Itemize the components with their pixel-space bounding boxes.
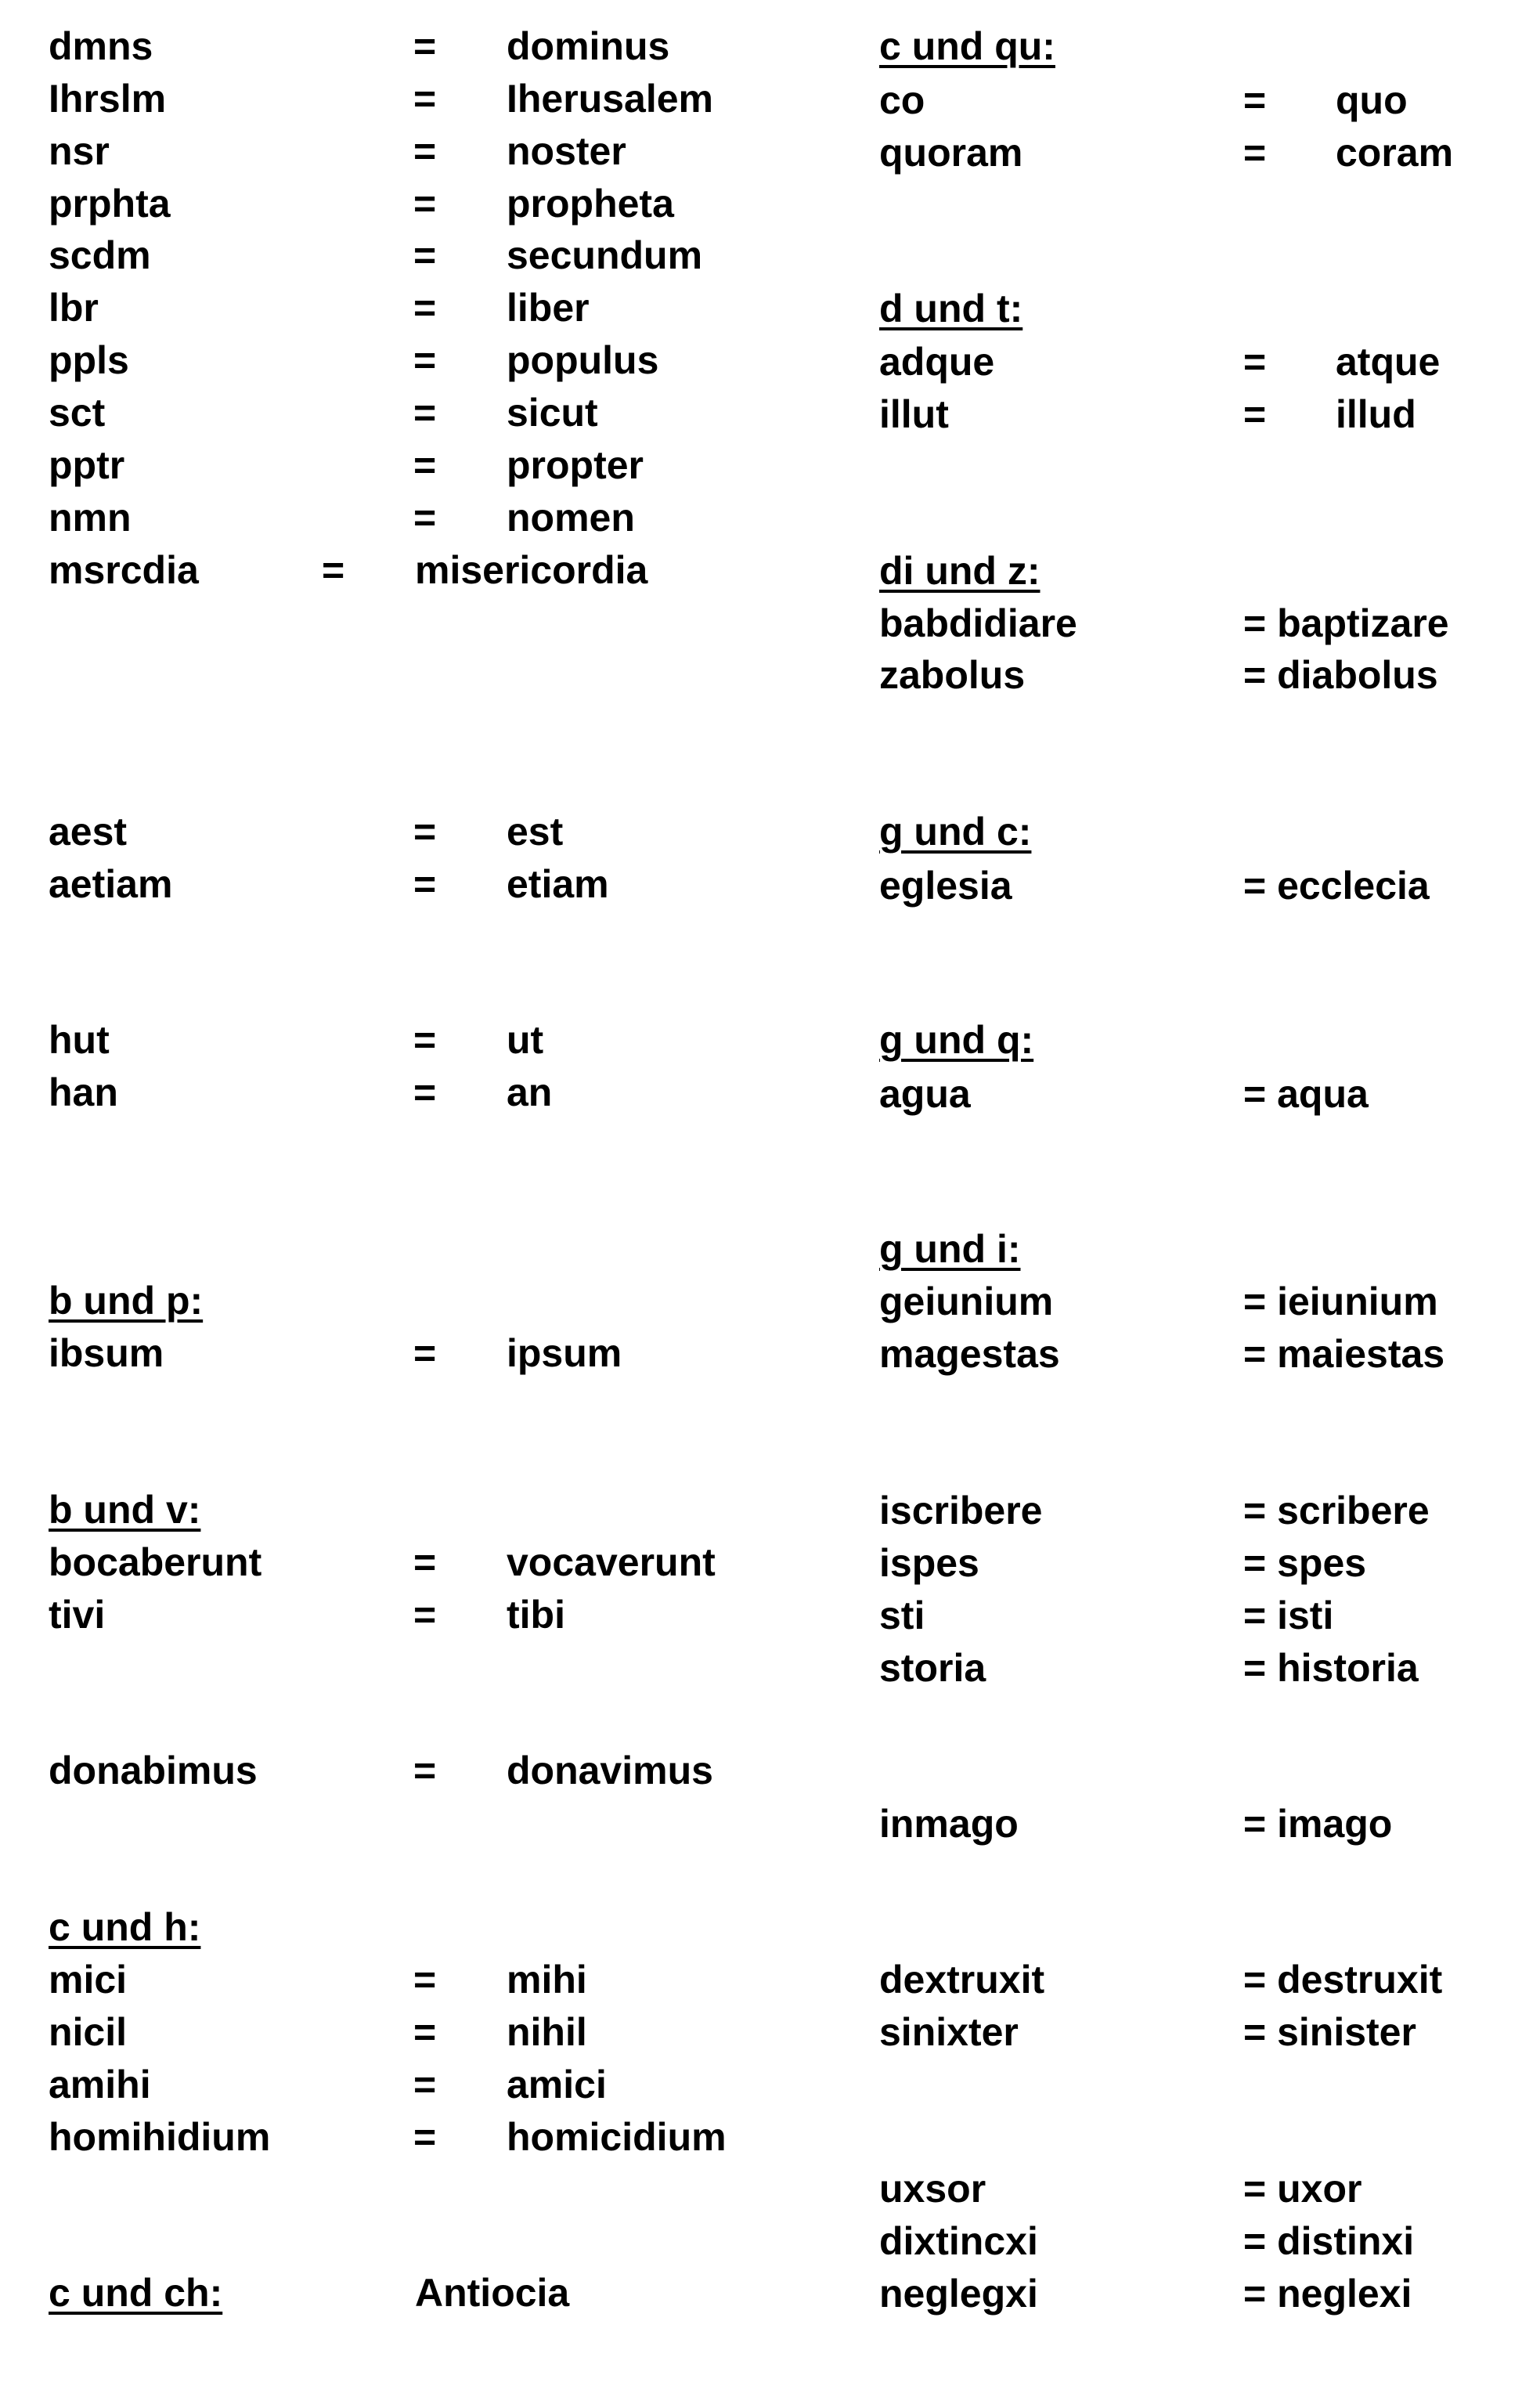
equals-sign: = [1243, 78, 1267, 122]
left-value: vocaverunt [507, 1540, 716, 1584]
equals-sign: = [413, 496, 437, 540]
right-value: = scribere [1243, 1489, 1430, 1532]
right-term: co [879, 78, 925, 122]
left-value: populus [507, 338, 659, 382]
left-term: nicil [49, 2010, 128, 2054]
equals-sign: = [413, 233, 437, 277]
equals-sign: = [413, 2115, 437, 2159]
left-value: sicut [507, 391, 598, 435]
equals-sign: = [413, 129, 437, 173]
equals-sign: = [413, 1331, 437, 1375]
left-term: nmn [49, 496, 132, 540]
right-term: dextruxit [879, 1958, 1045, 2002]
section-heading: d und t: [879, 287, 1023, 330]
right-term: sinixter [879, 2010, 1019, 2054]
left-value: liber [507, 286, 590, 330]
right-term: dixtincxi [879, 2219, 1038, 2263]
equals-sign: = [413, 1749, 437, 1792]
left-value: amici [507, 2063, 607, 2106]
right-term: illut [879, 392, 949, 436]
left-term: tivi [49, 1593, 106, 1637]
left-term: donabimus [49, 1749, 258, 1792]
right-value: quo [1336, 78, 1408, 122]
right-term: zabolus [879, 653, 1026, 697]
left-term: sct [49, 391, 106, 435]
right-term: eglesia [879, 864, 1012, 908]
equals-sign: = [413, 1593, 437, 1637]
left-term: hut [49, 1018, 110, 1062]
equals-sign: = [413, 2010, 437, 2054]
left-value: an [507, 1070, 553, 1114]
right-term: storia [879, 1646, 986, 1690]
equals-sign: = [413, 1958, 437, 2002]
left-term: dmns [49, 24, 153, 68]
equals-sign: = [413, 1018, 437, 1062]
right-value: = diabolus [1243, 653, 1438, 697]
left-value: tibi [507, 1593, 565, 1637]
section-heading: g und q: [879, 1018, 1034, 1062]
left-value: mihi [507, 1958, 587, 2002]
right-term: neglegxi [879, 2272, 1038, 2316]
right-term: geiunium [879, 1280, 1054, 1323]
right-value: illud [1336, 392, 1416, 436]
right-term: quoram [879, 131, 1023, 175]
left-value: ipsum [507, 1331, 622, 1375]
equals-sign: = [1243, 340, 1267, 384]
left-value: noster [507, 129, 626, 173]
right-value: = ieiunium [1243, 1280, 1438, 1323]
equals-sign: = [413, 286, 437, 330]
left-term: han [49, 1070, 118, 1114]
left-value: ut [507, 1018, 544, 1062]
right-term: magestas [879, 1332, 1060, 1376]
left-term: amihi [49, 2063, 151, 2106]
left-value: Iherusalem [507, 77, 714, 121]
equals-sign: = [1243, 392, 1267, 436]
right-term: uxsor [879, 2167, 986, 2211]
left-term: msrcdia [49, 548, 199, 592]
right-term: inmago [879, 1802, 1019, 1846]
left-term: nsr [49, 129, 110, 173]
left-value: est [507, 810, 564, 854]
left-value: misericordia [415, 548, 648, 592]
right-term: sti [879, 1594, 925, 1637]
right-value: = destruxit [1243, 1958, 1443, 2002]
left-term: lbr [49, 286, 99, 330]
right-value: = imago [1243, 1802, 1393, 1846]
section-heading: g und i: [879, 1227, 1021, 1271]
equals-sign: = [1243, 131, 1267, 175]
left-term: pptr [49, 443, 125, 487]
left-term: homihidium [49, 2115, 271, 2159]
left-term: prphta [49, 182, 171, 226]
left-term: ibsum [49, 1331, 164, 1375]
equals-sign: = [413, 862, 437, 906]
left-value: propter [507, 443, 644, 487]
left-term: bocaberunt [49, 1540, 262, 1584]
right-value: = neglexi [1243, 2272, 1412, 2316]
left-term: aetiam [49, 862, 173, 906]
right-value: coram [1336, 131, 1454, 175]
right-value: = isti [1243, 1594, 1334, 1637]
right-value: = maiestas [1243, 1332, 1445, 1376]
equals-sign: = [413, 1070, 437, 1114]
section-heading: b und v: [49, 1488, 201, 1532]
left-value: homicidium [507, 2115, 727, 2159]
equals-sign: = [322, 548, 345, 592]
section-heading: c und h: [49, 1905, 201, 1949]
right-value: = historia [1243, 1646, 1419, 1690]
right-term: ispes [879, 1541, 979, 1585]
equals-sign: = [413, 1540, 437, 1584]
right-term: babdidiare [879, 601, 1077, 645]
right-value: = ecclecia [1243, 864, 1430, 908]
section-heading: c und ch: [49, 2271, 223, 2315]
right-value: = aqua [1243, 1072, 1369, 1116]
equals-sign: = [413, 24, 437, 68]
section-heading: c und qu: [879, 24, 1055, 68]
section-heading: b und p: [49, 1279, 204, 1323]
equals-sign: = [413, 391, 437, 435]
left-value: nihil [507, 2010, 587, 2054]
equals-sign: = [413, 77, 437, 121]
left-term: aest [49, 810, 128, 854]
right-value: = spes [1243, 1541, 1367, 1585]
equals-sign: = [413, 443, 437, 487]
left-value: nomen [507, 496, 635, 540]
right-value: = sinister [1243, 2010, 1416, 2054]
left-value: dominus [507, 24, 670, 68]
equals-sign: = [413, 810, 437, 854]
section-heading: di und z: [879, 549, 1040, 593]
left-value: etiam [507, 862, 609, 906]
right-value: = baptizare [1243, 601, 1449, 645]
right-value: = distinxi [1243, 2219, 1415, 2263]
equals-sign: = [413, 338, 437, 382]
section-heading: g und c: [879, 810, 1032, 854]
right-term: agua [879, 1072, 971, 1116]
right-term: iscribere [879, 1489, 1043, 1532]
right-value: = uxor [1243, 2167, 1362, 2211]
left-term: mici [49, 1958, 128, 2002]
equals-sign: = [413, 2063, 437, 2106]
left-value: donavimus [507, 1749, 713, 1792]
left-term: scdm [49, 233, 151, 277]
left-value: secundum [507, 233, 703, 277]
left-value: Antiocia [415, 2271, 570, 2315]
left-term: ppls [49, 338, 129, 382]
right-value: atque [1336, 340, 1441, 384]
equals-sign: = [413, 182, 437, 226]
left-value: propheta [507, 182, 674, 226]
right-term: adque [879, 340, 995, 384]
left-term: Ihrslm [49, 77, 167, 121]
